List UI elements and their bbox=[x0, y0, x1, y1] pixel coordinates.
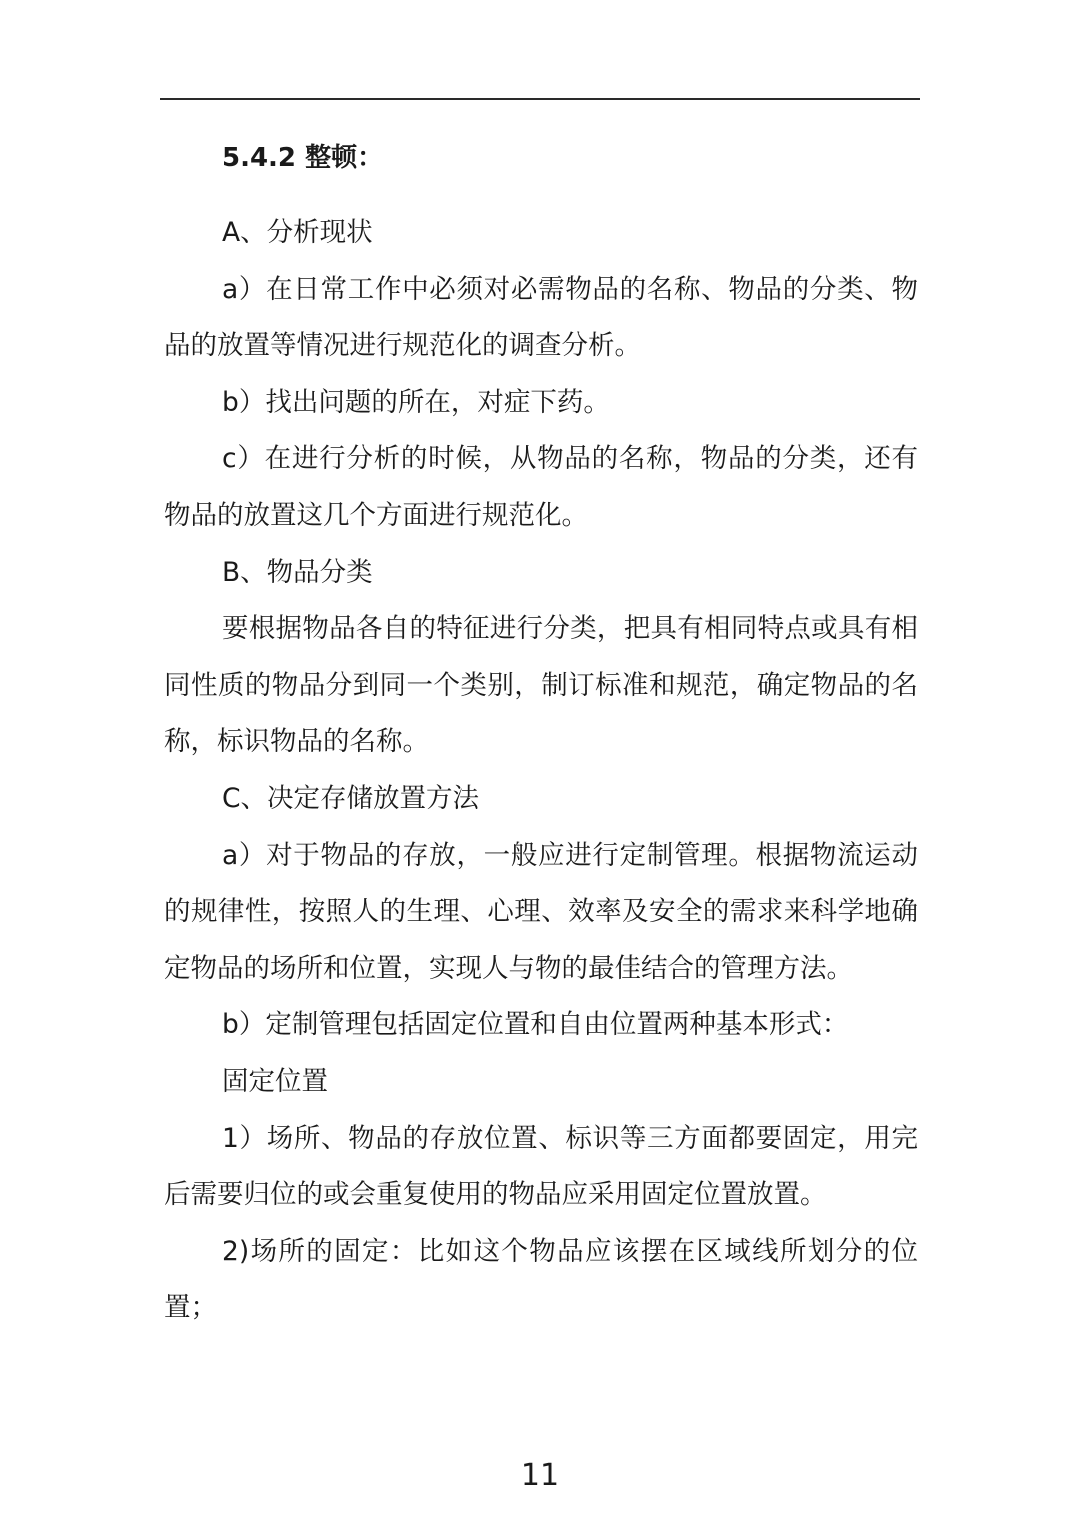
page-number: 11 bbox=[520, 1458, 560, 1493]
heading-c-storage-method: C、决定存储放置方法 bbox=[222, 782, 480, 814]
paragraph-a-custom-management: a）对于物品的存放，一般应进行定制管理。根据物流运动的规律性，按照人的生理、心理、效率及安全的需求来科学地确定物品的场所和位置，实现人与物的最佳结合的管理方法。 bbox=[164, 839, 918, 984]
page-body bbox=[164, 135, 918, 1337]
paragraph-b-forms: b）定制管理包括固定位置和自由位置两种基本形式： bbox=[222, 1009, 849, 1041]
paragraph-1-fixed: 1）场所、物品的存放位置、标识等三方面都要固定，用完后需要归位的或会重复使用的物品应采用固定位置放置。 bbox=[164, 1122, 918, 1211]
heading-b-classification: B、物品分类 bbox=[222, 556, 373, 588]
paragraph-c-standardize: c）在进行分析的时候，从物品的名称，物品的分类，还有物品的放置这几个方面进行规范化。 bbox=[164, 443, 918, 531]
heading-a-analyze-status: A、分析现状 bbox=[222, 217, 373, 248]
paragraph-2-location-fixed: 2)场所的固定：比如这个物品应该摆在区域线所划分的位置； bbox=[164, 1235, 918, 1324]
header-rule bbox=[160, 98, 920, 100]
paragraph-b-find-problem: b）找出问题的所在，对症下药。 bbox=[222, 386, 610, 418]
paragraph-classification: 要根据物品各自的特征进行分类，把具有相同特点或具有相同性质的物品分到同一个类别，制订标准和规范，确定物品的名称，标识物品的名称。 bbox=[164, 613, 918, 758]
subheading-fixed-position: 固定位置 bbox=[222, 1065, 328, 1097]
section-heading: 5.4.2 整顿： bbox=[222, 143, 384, 173]
paragraph-a-investigation: a）在日常工作中必须对必需物品的名称、物品的分类、物品的放置等情况进行规范化的调查分析。 bbox=[164, 273, 918, 362]
